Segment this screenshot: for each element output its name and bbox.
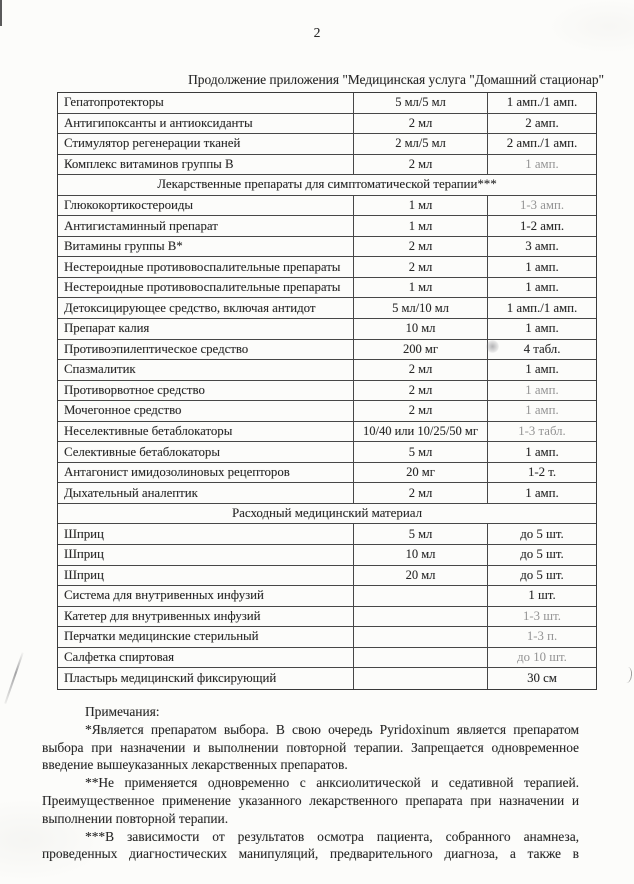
note-line: Преимущественное применение указанного лекарственного препарата при назначении и bbox=[42, 792, 579, 808]
table-row bbox=[58, 668, 596, 689]
table-row bbox=[58, 463, 596, 484]
table-row bbox=[58, 607, 596, 628]
quantity-cell: 1 амп. bbox=[487, 442, 596, 462]
quantity-cell: 1 амп./1 амп. bbox=[487, 298, 596, 318]
dose-cell bbox=[353, 607, 487, 627]
dose-cell bbox=[353, 648, 487, 668]
table-row bbox=[58, 360, 596, 381]
note-line: Примечания: bbox=[85, 704, 160, 719]
notes bbox=[42, 703, 579, 863]
table-row bbox=[58, 545, 596, 566]
section-header-row: Лекарственные препараты для симптоматической терапии*** bbox=[58, 175, 596, 196]
item-name-cell: Гепатопротекторы bbox=[64, 95, 164, 110]
note-line: введение вышеуказанных лекарственных препаратов. bbox=[42, 757, 348, 773]
item-name-cell: Антигистаминный препарат bbox=[64, 218, 218, 233]
quantity-cell: 1 шт. bbox=[487, 586, 596, 606]
dose-cell: 5 мл bbox=[353, 442, 487, 462]
quantity-cell: до 10 шт. bbox=[487, 648, 596, 668]
table-row bbox=[58, 524, 596, 545]
dose-cell: 10 мл bbox=[353, 319, 487, 339]
note-line: выполнении повторной терапии. bbox=[42, 810, 229, 826]
dose-cell: 2 мл bbox=[353, 155, 487, 175]
table-row bbox=[58, 422, 596, 443]
dose-cell: 2 мл bbox=[353, 401, 487, 421]
item-name-cell: Антигипоксанты и антиоксиданты bbox=[64, 115, 253, 130]
table-row bbox=[58, 257, 596, 278]
note-line: выбора при назначении и выполнении повторной терапии. Запрещается одновременное bbox=[42, 739, 579, 755]
dose-cell: 2 мл bbox=[353, 360, 487, 380]
item-name-cell: Антагонист имидозолиновых рецепторов bbox=[64, 465, 290, 480]
quantity-cell: до 5 шт. bbox=[487, 524, 596, 544]
quantity-cell: 30 см bbox=[487, 668, 596, 689]
medication-table bbox=[57, 92, 597, 690]
margin-mark-artifact bbox=[623, 667, 633, 684]
item-name-cell: Салфетка спиртовая bbox=[64, 650, 175, 665]
item-name-cell: Нестероидные противовоспалительные препараты bbox=[64, 280, 341, 295]
quantity-cell: 1-3 табл. bbox=[487, 422, 596, 442]
quantity-cell: 1-3 амп. bbox=[487, 196, 596, 216]
table-row bbox=[58, 340, 596, 361]
dose-cell: 5 мл/5 мл bbox=[353, 93, 487, 113]
table-row bbox=[58, 442, 596, 463]
appendix-continuation-caption: Продолжение приложения "Медицинская услуга "Домашний стационар" bbox=[188, 72, 604, 87]
table-row bbox=[58, 278, 596, 299]
dose-cell: 10 мл bbox=[353, 545, 487, 565]
dose-cell: 5 мл/10 мл bbox=[353, 298, 487, 318]
quantity-cell: 4 табл. bbox=[487, 340, 596, 360]
quantity-cell: 1 амп. bbox=[487, 381, 596, 401]
quantity-cell: 3 амп. bbox=[487, 237, 596, 257]
item-name-cell: Стимулятор регенерации тканей bbox=[64, 136, 241, 151]
table-row bbox=[58, 134, 596, 155]
item-name-cell: Шприц bbox=[64, 567, 104, 582]
item-name-cell: Пластырь медицинский фиксирующий bbox=[64, 671, 277, 686]
item-name-cell: Шприц bbox=[64, 547, 104, 562]
page-number: 2 bbox=[313, 25, 321, 40]
quantity-cell: 1 амп. bbox=[487, 319, 596, 339]
item-name-cell: Спазмалитик bbox=[64, 362, 136, 377]
item-name-cell: Противоэпилептическое средство bbox=[64, 341, 249, 356]
dose-cell: 1 мл bbox=[353, 216, 487, 236]
quantity-cell: 1-2 амп. bbox=[487, 216, 596, 236]
dose-cell: 1 мл bbox=[353, 278, 487, 298]
note-line: проведенных диагностических манипуляций, предварительного диагноза, а также в bbox=[42, 846, 579, 862]
item-name-cell: Препарат калия bbox=[64, 321, 150, 336]
dose-cell: 2 мл bbox=[353, 483, 487, 503]
table-row bbox=[58, 381, 596, 402]
table-row bbox=[58, 627, 596, 648]
table-row bbox=[58, 237, 596, 258]
section-header-row: Расходный медицинский материал bbox=[58, 504, 596, 525]
table-row bbox=[58, 483, 596, 504]
note-line: ***В зависимости от результатов осмотра пациента, собранного анамнеза, bbox=[85, 828, 579, 844]
item-name-cell: Комплекс витаминов группы В bbox=[64, 156, 234, 171]
table-row bbox=[58, 155, 596, 176]
quantity-cell: 2 амп./1 амп. bbox=[487, 134, 596, 154]
item-name-cell: Нестероидные противовоспалительные препараты bbox=[64, 259, 341, 274]
scan-edge-artifact bbox=[0, 0, 2, 26]
item-name-cell: Детоксицирующее средство, включая антидот bbox=[64, 300, 316, 315]
item-name-cell: Система для внутривенных инфузий bbox=[64, 588, 264, 603]
quantity-cell: 1-2 т. bbox=[487, 463, 596, 483]
dose-cell: 20 мг bbox=[353, 463, 487, 483]
quantity-cell: 1 амп./1 амп. bbox=[487, 93, 596, 113]
dose-cell: 200 мг bbox=[353, 340, 487, 360]
quantity-cell: 1 амп. bbox=[487, 401, 596, 421]
item-name-cell: Неселективные бетаблокаторы bbox=[64, 424, 233, 439]
dose-cell bbox=[353, 627, 487, 647]
quantity-cell: 1-3 п. bbox=[487, 627, 596, 647]
quantity-cell: 1 амп. bbox=[487, 360, 596, 380]
dose-cell: 20 мл bbox=[353, 566, 487, 586]
quantity-cell: до 5 шт. bbox=[487, 545, 596, 565]
item-name-cell: Селективные бетаблокаторы bbox=[64, 444, 220, 459]
table-row bbox=[58, 586, 596, 607]
item-name-cell: Витамины группы В* bbox=[64, 239, 183, 254]
dose-cell bbox=[353, 668, 487, 689]
item-name-cell: Шприц bbox=[64, 526, 104, 541]
dose-cell: 10/40 или 10/25/50 мг bbox=[353, 422, 487, 442]
item-name-cell: Глюкокортикостероиды bbox=[64, 198, 193, 212]
table-row bbox=[58, 319, 596, 340]
quantity-cell: 1 амп. bbox=[487, 278, 596, 298]
table-row bbox=[58, 648, 596, 669]
dose-cell: 1 мл bbox=[353, 196, 487, 216]
item-name-cell: Дыхательный аналептик bbox=[64, 485, 198, 500]
note-line: **Не применяется одновременно с анксиолитической и седативной терапией. bbox=[85, 775, 579, 791]
table-row bbox=[58, 216, 596, 237]
table-row bbox=[58, 114, 596, 135]
scan-smudge-artifact bbox=[486, 340, 499, 353]
table-row bbox=[58, 401, 596, 422]
table-row bbox=[58, 566, 596, 587]
dose-cell bbox=[353, 586, 487, 606]
item-name-cell: Мочегонное средство bbox=[64, 403, 182, 418]
table-row bbox=[58, 93, 596, 114]
quantity-cell: 1 амп. bbox=[487, 155, 596, 175]
item-name-cell: Катетер для внутривенных инфузий bbox=[64, 608, 261, 623]
item-name-cell: Перчатки медицинские стерильный bbox=[64, 629, 259, 644]
dose-cell: 2 мл bbox=[353, 237, 487, 257]
item-name-cell: Противорвотное средство bbox=[64, 382, 205, 397]
dose-cell: 2 мл/5 мл bbox=[353, 134, 487, 154]
quantity-cell: 2 амп. bbox=[487, 114, 596, 134]
quantity-cell: 1 амп. bbox=[487, 257, 596, 277]
dose-cell: 5 мл bbox=[353, 524, 487, 544]
note-line: *Является препаратом выбора. В свою очередь Pyridoxinum является препаратом bbox=[85, 721, 579, 737]
pen-scratch-artifact bbox=[4, 652, 23, 704]
quantity-cell: до 5 шт. bbox=[487, 566, 596, 586]
dose-cell: 2 мл bbox=[353, 257, 487, 277]
quantity-cell: 1-3 шт. bbox=[487, 607, 596, 627]
dose-cell: 2 мл bbox=[353, 381, 487, 401]
table-row bbox=[58, 298, 596, 319]
table-row bbox=[58, 196, 596, 217]
quantity-cell: 1 амп. bbox=[487, 483, 596, 503]
dose-cell: 2 мл bbox=[353, 114, 487, 134]
